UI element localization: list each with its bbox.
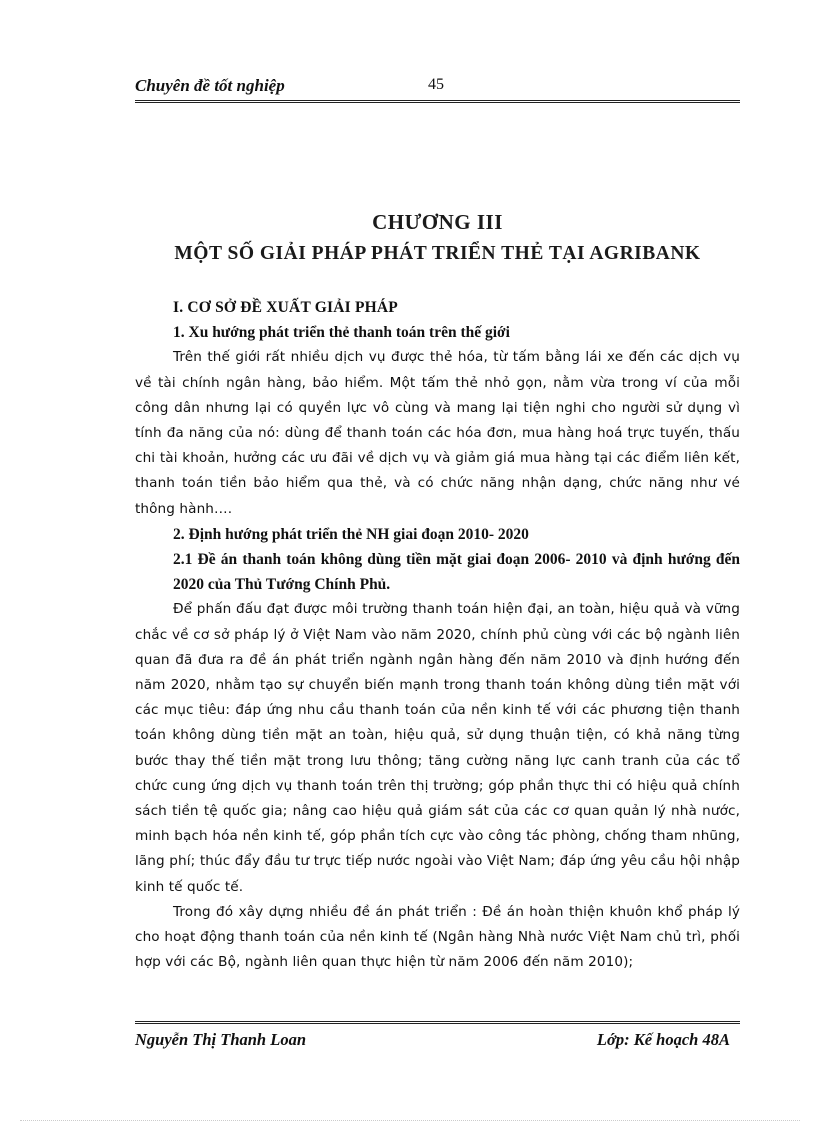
class-label: Lớp: Kế hoạch 48A: [596, 1030, 730, 1049]
chapter-title: MỘT SỐ GIẢI PHÁP PHÁT TRIỂN THẺ TẠI AGRIBANK: [174, 243, 701, 264]
page-content: [135, 295, 740, 975]
author-name: Nguyễn Thị Thanh Loan: [135, 1030, 306, 1049]
page-header: [135, 74, 740, 103]
document-type-label: Chuyên đề tốt nghiệp: [135, 76, 285, 95]
paragraph-card-trends: Trên thế giới rất nhiều dịch vụ được thẻ hóa, từ tấm bằng lái xe đến các dịch vụ về tài chính ngân hàng, bảo hiểm. Một tấm thẻ nhỏ gọn, nằm vừa trong ví của mỗi công dân nhưng lại có quyền lực vô cùng và mang lại tiện nghi cho người sử dụng vì tính đa năng của nó: dùng để thanh toán các hóa đơn, mua hàng hoá trực tuyến, thấu chi tài khoản, hưởng các ưu đãi về dịch vụ và giảm giá mua hàng tại các điểm liên kết, thanh toán tiền bảo hiểm qua thẻ, và có chức năng nhận dạng, chức năng như vé thông hành….: [135, 349, 740, 517]
paragraph-projects: Trong đó xây dựng nhiều đề án phát triển : Đề án hoàn thiện khuôn khổ pháp lý cho hoạt động thanh toán của nền kinh tế (Ngân hàng Nhà nước Việt Nam chủ trì, phối hợp với các Bộ, ngành liên quan thực hiện từ năm 2006 đến năm 2010);: [135, 903, 740, 971]
subsection-heading-2: 2. Định hướng phát triển thẻ NH giai đoạn 2010- 2020: [173, 525, 529, 543]
chapter-number: CHƯƠNG III: [372, 210, 503, 234]
page-number: 45: [428, 76, 444, 93]
page-footer: [135, 1021, 740, 1054]
page-edge-divider: [20, 1120, 800, 1121]
subsection-heading-1: 1. Xu hướng phát triển thẻ thanh toán trên thế giới: [173, 324, 510, 342]
subsection-heading-2-1: 2.1 Đề án thanh toán không dùng tiền mặt giai đoạn 2006- 2010 và định hướng đến 2020 của Thủ Tướng Chính Phủ.: [173, 551, 740, 594]
section-heading: I. CƠ SỞ ĐỀ XUẤT GIẢI PHÁP: [173, 299, 398, 316]
paragraph-cashless-goals: Để phấn đấu đạt được môi trường thanh toán hiện đại, an toàn, hiệu quả và vững chắc về cơ sở pháp lý ở Việt Nam vào năm 2020, chính phủ cùng với các bộ ngành liên quan đã đưa ra đề án phát triển ngành ngân hàng đến năm 2010 và định hướng đến năm 2020, nhằm tạo sự chuyển biến mạnh trong thanh toán không dùng tiền mặt với các mục tiêu: đáp ứng nhu cầu thanh toán của nền kinh tế với các phương tiện thanh toán không dùng tiền mặt an toàn, hiệu quả, sử dụng thuận tiện, có khả năng từng bước thay thế tiền mặt trong lưu thông; tăng cường năng lực canh tranh của các tổ chức cung ứng dịch vụ thanh toán trên thị trường; góp phần thực thi có hiệu quả chính sách tiền tệ quốc gia; nâng cao hiệu quả giám sát của các cơ quan quản lý nhà nước, minh bạch hóa nền kinh tế, góp phần tích cực vào công tác phòng, chống tham nhũng, lãng phí; thúc đẩy đầu tư trực tiếp nước ngoài vào Việt Nam; đáp ứng yêu cầu hội nhập kinh tế quốc tế.: [135, 601, 740, 895]
